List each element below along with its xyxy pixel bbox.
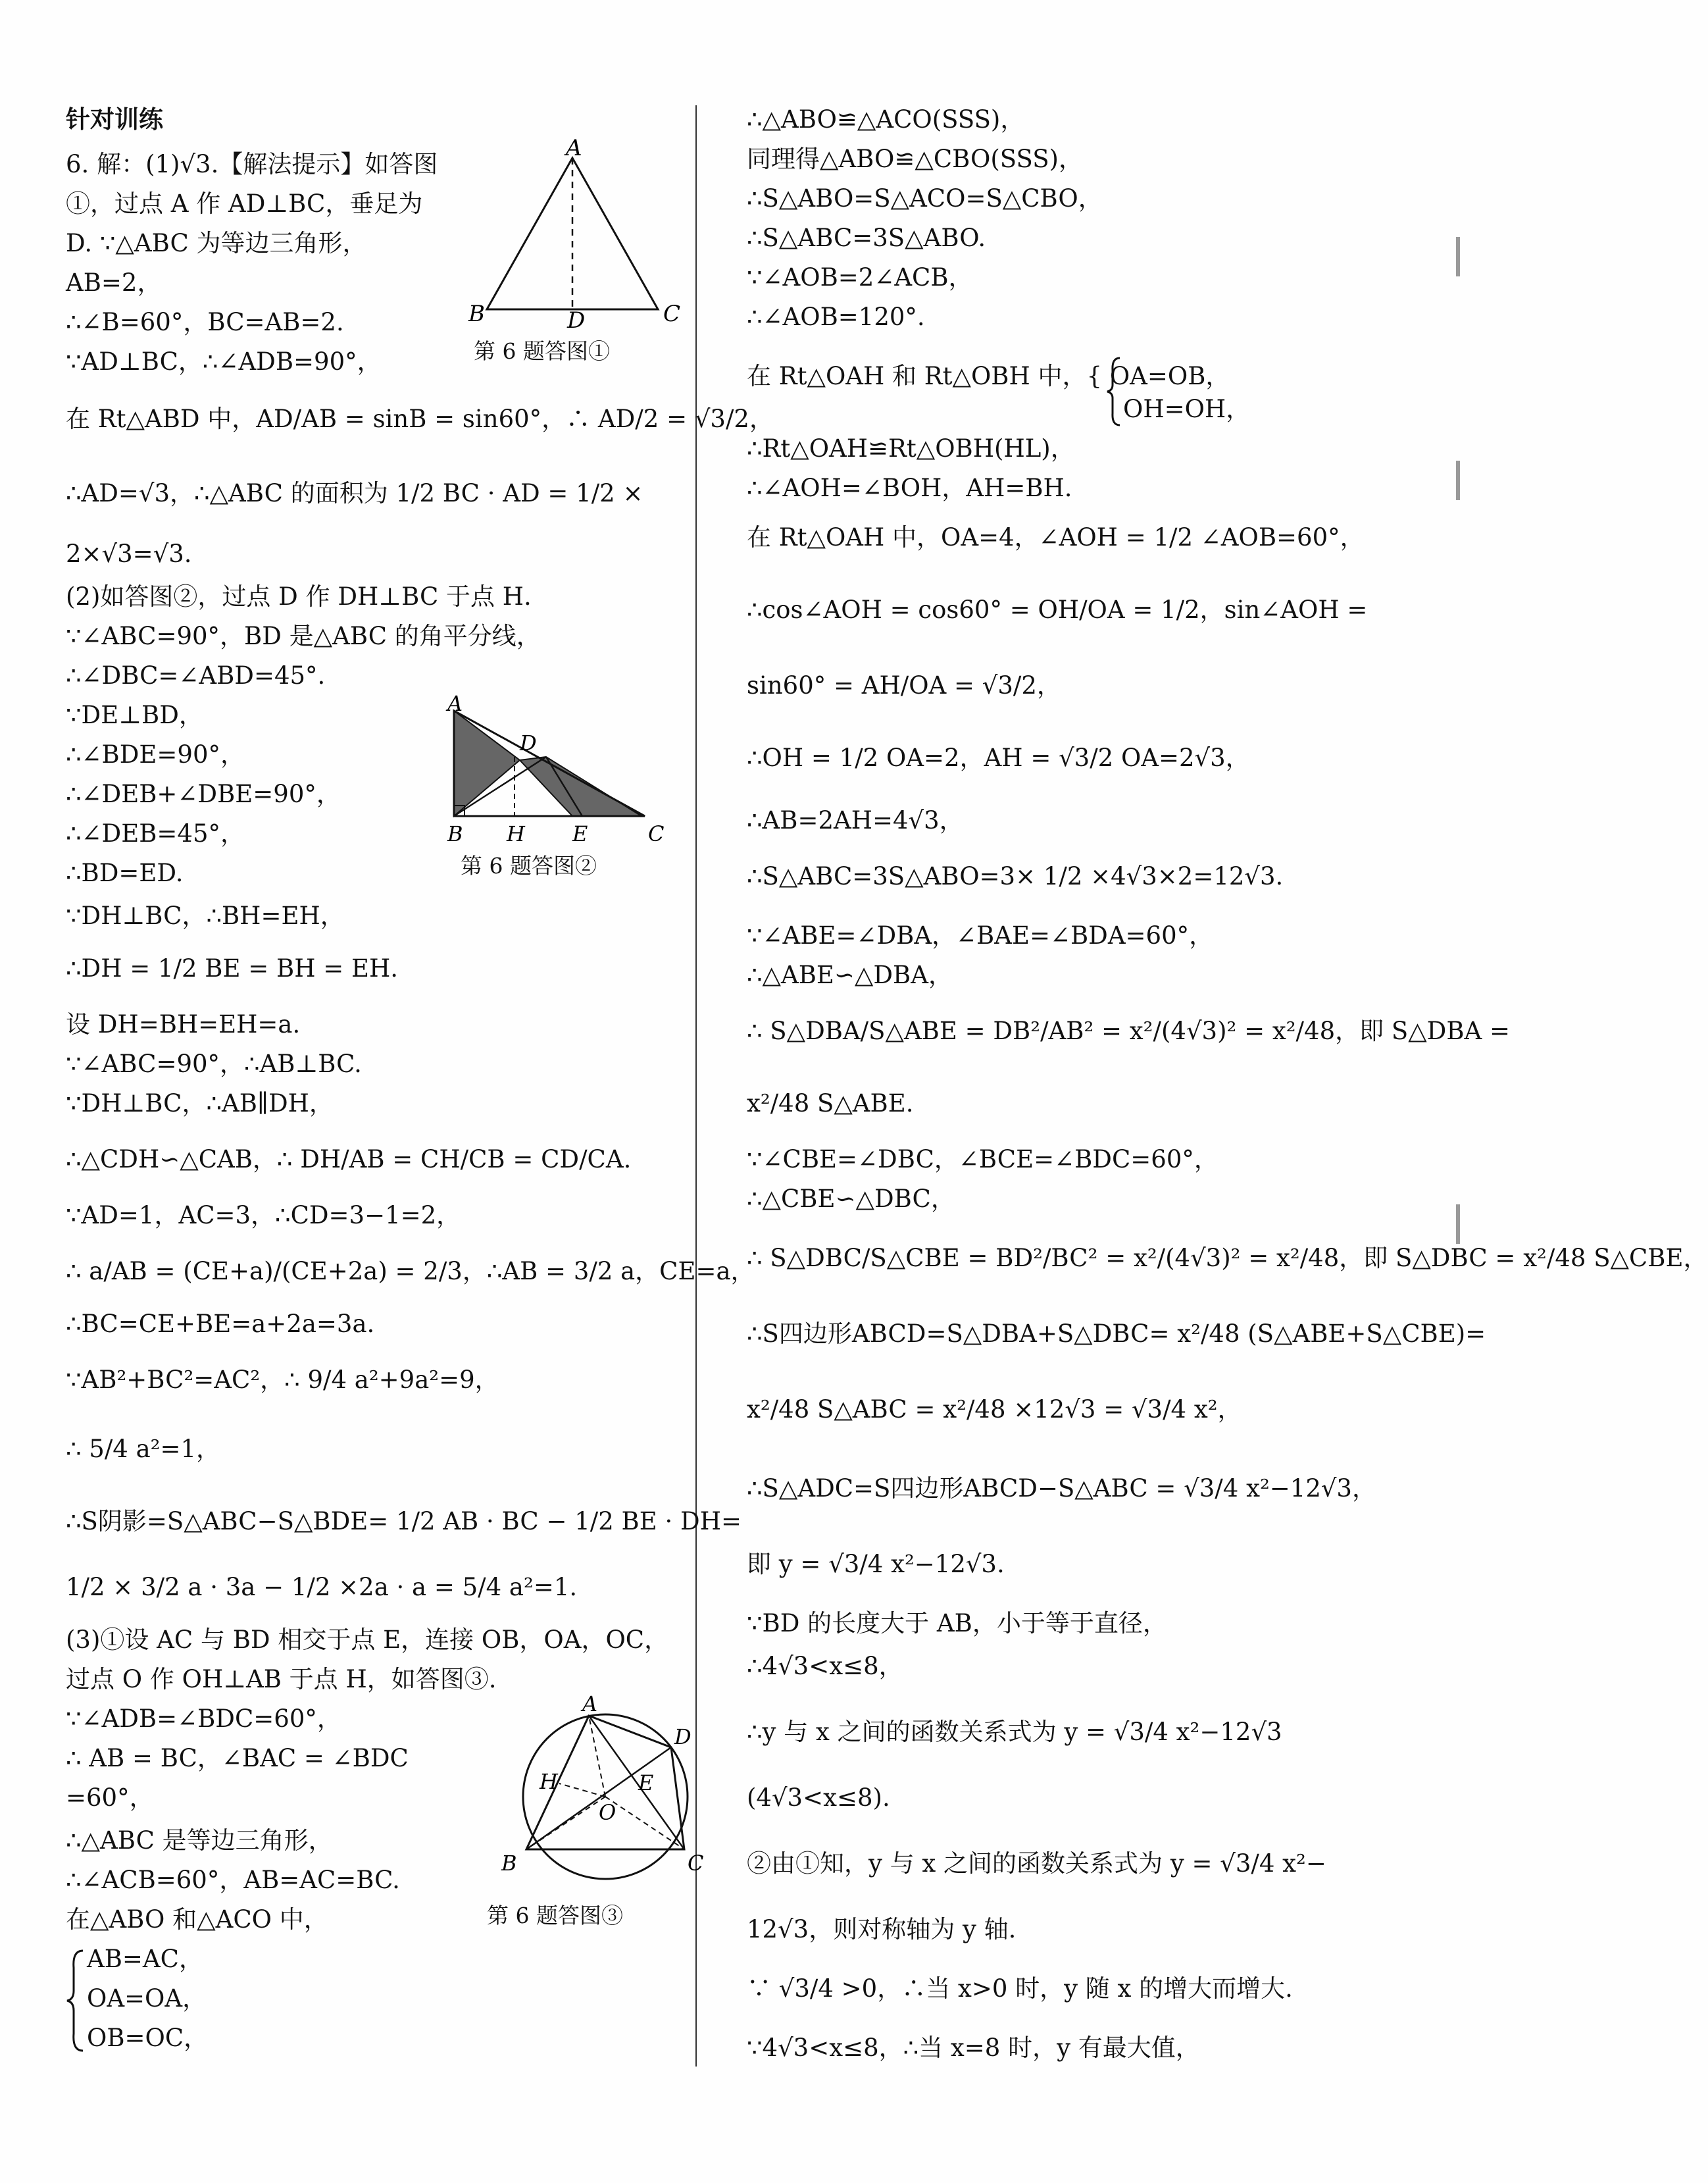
- text-line: ∴∠AOB=120°.: [747, 303, 925, 331]
- text-line: ∴ a/AB = (CE+a)/(CE+2a) = 2/3，∴AB = 3/2 a，CE=a，: [66, 1257, 755, 1285]
- text-line: ∴△ABO≌△ACO(SSS)，: [747, 105, 1025, 134]
- brace-icon: [66, 1948, 86, 2053]
- text-line: ∴OH = 1/2 OA=2，AH = √3/2 OA=2√3，: [747, 744, 1250, 772]
- svg-text:D: D: [674, 1724, 691, 1749]
- text-line: 6. 解：(1)√3.【解法提示】如答图: [66, 150, 438, 178]
- text-line: ∵∠AOB=2∠ACB，: [747, 263, 973, 292]
- text-line: AB=2，: [66, 269, 162, 297]
- text-line: ∴ S△DBC/S△CBE = BD²/BC² = x²/(4√3)² = x²/48，即 S△DBC = x²/48 S△CBE，: [747, 1244, 1708, 1272]
- text-line: 12√3，则对称轴为 y 轴.: [747, 1915, 1017, 1943]
- text-line: ∴ AB = BC，∠BAC = ∠BDC: [66, 1744, 409, 1772]
- svg-text:C: C: [688, 1851, 704, 1876]
- text-line: ∴cos∠AOH = cos60° = OH/OA = 1/2，sin∠AOH =: [747, 596, 1368, 624]
- svg-text:C: C: [648, 821, 665, 846]
- text-line: OH=OH，: [1123, 395, 1251, 423]
- text-line: ∴y 与 x 之间的函数关系式为 y = √3/4 x²−12√3: [747, 1718, 1282, 1746]
- text-line: ∴BC=CE+BE=a+2a=3a.: [66, 1310, 375, 1338]
- text-line: ∴BD=ED.: [66, 859, 184, 887]
- text-line: ∵AB²+BC²=AC²，∴ 9/4 a²+9a²=9，: [66, 1366, 499, 1394]
- text-line: 在 Rt△OAH 和 Rt△OBH 中，{ OA=OB，: [747, 362, 1230, 390]
- text-line: sin60° = AH/OA = √3/2，: [747, 671, 1061, 700]
- page-edge-mark: [1456, 1204, 1460, 1244]
- text-line: ①，过点 A 作 AD⊥BC，垂足为: [66, 190, 423, 218]
- text-line: ②由①知，y 与 x 之间的函数关系式为 y = √3/4 x²−: [747, 1849, 1326, 1878]
- svg-text:H: H: [540, 1769, 558, 1794]
- text-line: 在△ABO 和△ACO 中，: [66, 1905, 328, 1934]
- text-line: ∴AD=√3，∴△ABC 的面积为 1/2 BC · AD = 1/2 ×: [66, 479, 643, 507]
- figure-1-caption: 第 6 题答图①: [474, 338, 610, 364]
- text-line: ∴∠B=60°，BC=AB=2.: [66, 308, 344, 336]
- text-line: ∴∠DEB+∠DBE=90°，: [66, 780, 341, 808]
- text-line: =60°，: [66, 1784, 154, 1812]
- text-line: 过点 O 作 OH⊥AB 于点 H，如答图③.: [66, 1665, 497, 1693]
- text-line: (4√3<x≤8).: [747, 1784, 890, 1812]
- text-line: ∵BD 的长度大于 AB，小于等于直径，: [747, 1609, 1167, 1637]
- text-line: OB=OC，: [87, 2024, 209, 2052]
- text-line: ∴S△ABC=3S△ABO=3× 1/2 ×4√3×2=12√3.: [747, 862, 1284, 890]
- text-line: ∴S△ABO=S△ACO=S△CBO，: [747, 184, 1103, 213]
- text-line: AB=AC，: [87, 1945, 203, 1973]
- text-line: ∵∠ABE=∠DBA，∠BAE=∠BDA=60°，: [747, 921, 1214, 950]
- text-line: ∴S阴影=S△ABC−S△BDE= 1/2 AB · BC − 1/2 BE · DH=: [66, 1507, 741, 1535]
- svg-text:B: B: [447, 821, 463, 846]
- svg-text:A: A: [447, 691, 463, 716]
- svg-text:E: E: [572, 821, 588, 846]
- text-line: ∴S四边形ABCD=S△DBA+S△DBC= x²/48 (S△ABE+S△CBE)=: [747, 1320, 1486, 1348]
- svg-text:E: E: [638, 1770, 654, 1795]
- svg-text:A: A: [582, 1691, 598, 1716]
- text-line: 即 y = √3/4 x²−12√3.: [747, 1550, 1005, 1578]
- text-line: ∴∠BDE=90°，: [66, 740, 245, 769]
- svg-text:D: D: [567, 307, 586, 334]
- svg-text:O: O: [599, 1800, 616, 1825]
- text-line: ∵AD=1，AC=3，∴CD=3−1=2，: [66, 1201, 461, 1229]
- text-line: ∴S△ABC=3S△ABO.: [747, 224, 986, 252]
- text-line: x²/48 S△ABC = x²/48 ×12√3 = √3/4 x²，: [747, 1395, 1242, 1424]
- text-line: ∵AD⊥BC，∴∠ADB=90°，: [66, 347, 382, 376]
- text-line: ∴ 5/4 a²=1，: [66, 1435, 221, 1463]
- text-line: ∵∠ABC=90°，∴AB⊥BC.: [66, 1050, 362, 1078]
- text-line: ∴∠AOH=∠BOH，AH=BH.: [747, 474, 1072, 502]
- page-edge-mark: [1456, 461, 1460, 500]
- text-line: ∵ √3/4 >0，∴当 x>0 时，y 随 x 的增大而增大.: [747, 1974, 1293, 2003]
- svg-text:A: A: [566, 135, 582, 161]
- text-line: 在 Rt△OAH 中，OA=4，∠AOH = 1/2 ∠AOB=60°，: [747, 523, 1365, 552]
- text-line: ∵∠ABC=90°，BD 是△ABC 的角平分线，: [66, 622, 541, 650]
- text-line: ∵DE⊥BD，: [66, 701, 203, 729]
- figure-3-caption: 第 6 题答图③: [487, 1903, 623, 1928]
- text-line: 2×√3=√3.: [66, 540, 192, 568]
- text-line: ∴△ABC 是等边三角形，: [66, 1826, 333, 1855]
- figure-1-diagram: [467, 135, 730, 334]
- text-line: (2)如答图②，过点 D 作 DH⊥BC 于点 H.: [66, 582, 532, 611]
- text-line: OA=OA，: [87, 1984, 207, 2013]
- figure-2-caption: 第 6 题答图②: [461, 853, 597, 879]
- figure-3-diagram: [474, 1691, 750, 1895]
- text-line: ∴AB=2AH=4√3，: [747, 806, 964, 835]
- svg-text:B: B: [468, 301, 485, 327]
- text-line: ∴△ABE∽△DBA，: [747, 961, 953, 989]
- svg-text:D: D: [520, 731, 537, 756]
- text-line: 同理得△ABO≌△CBO(SSS)，: [747, 145, 1083, 173]
- text-line: ∴4√3<x≤8，: [747, 1652, 903, 1680]
- text-line: ∴∠ACB=60°，AB=AC=BC.: [66, 1866, 400, 1894]
- text-line: ∵∠ADB=∠BDC=60°，: [66, 1705, 341, 1733]
- text-line: ∵DH⊥BC，∴BH=EH，: [66, 902, 345, 930]
- svg-text:C: C: [663, 301, 681, 327]
- text-line: x²/48 S△ABE.: [747, 1089, 914, 1117]
- figure-2-diagram: [441, 691, 743, 856]
- section-heading: 针对训练: [66, 105, 163, 134]
- brace-icon: [1105, 355, 1122, 428]
- text-line: ∴∠DBC=∠ABD=45°.: [66, 661, 326, 690]
- text-line: D. ∵△ABC 为等边三角形，: [66, 229, 367, 257]
- text-line: 设 DH=BH=EH=a.: [66, 1010, 301, 1039]
- text-line: ∴△CDH∽△CAB，∴ DH/AB = CH/CB = CD/CA.: [66, 1145, 632, 1173]
- text-line: ∴ S△DBA/S△ABE = DB²/AB² = x²/(4√3)² = x²/48，即 S△DBA =: [747, 1017, 1511, 1045]
- text-line: (3)①设 AC 与 BD 相交于点 E，连接 OB，OA，OC，: [66, 1626, 669, 1654]
- text-line: ∴DH = 1/2 BE = BH = EH.: [66, 954, 399, 983]
- text-line: ∵4√3<x≤8，∴当 x=8 时，y 有最大值，: [747, 2034, 1200, 2062]
- text-line: ∴S△ADC=S四边形ABCD−S△ABC = √3/4 x²−12√3，: [747, 1474, 1376, 1502]
- text-line: ∴∠DEB=45°，: [66, 819, 245, 848]
- svg-text:H: H: [507, 821, 525, 846]
- text-line: 在 Rt△ABD 中，AD/AB = sinB = sin60°，∴ AD/2 = √3/2，: [66, 405, 774, 433]
- text-line: 1/2 × 3/2 a · 3a − 1/2 ×2a · a = 5/4 a²=1.: [66, 1573, 578, 1601]
- text-line: ∵DH⊥BC，∴AB∥DH，: [66, 1089, 334, 1117]
- svg-text:B: B: [501, 1851, 517, 1876]
- text-line: ∴△CBE∽△DBC，: [747, 1185, 955, 1213]
- page-edge-mark: [1456, 237, 1460, 276]
- text-line: ∵∠CBE=∠DBC，∠BCE=∠BDC=60°，: [747, 1145, 1218, 1173]
- text-line: ∴Rt△OAH≌Rt△OBH(HL)，: [747, 434, 1075, 463]
